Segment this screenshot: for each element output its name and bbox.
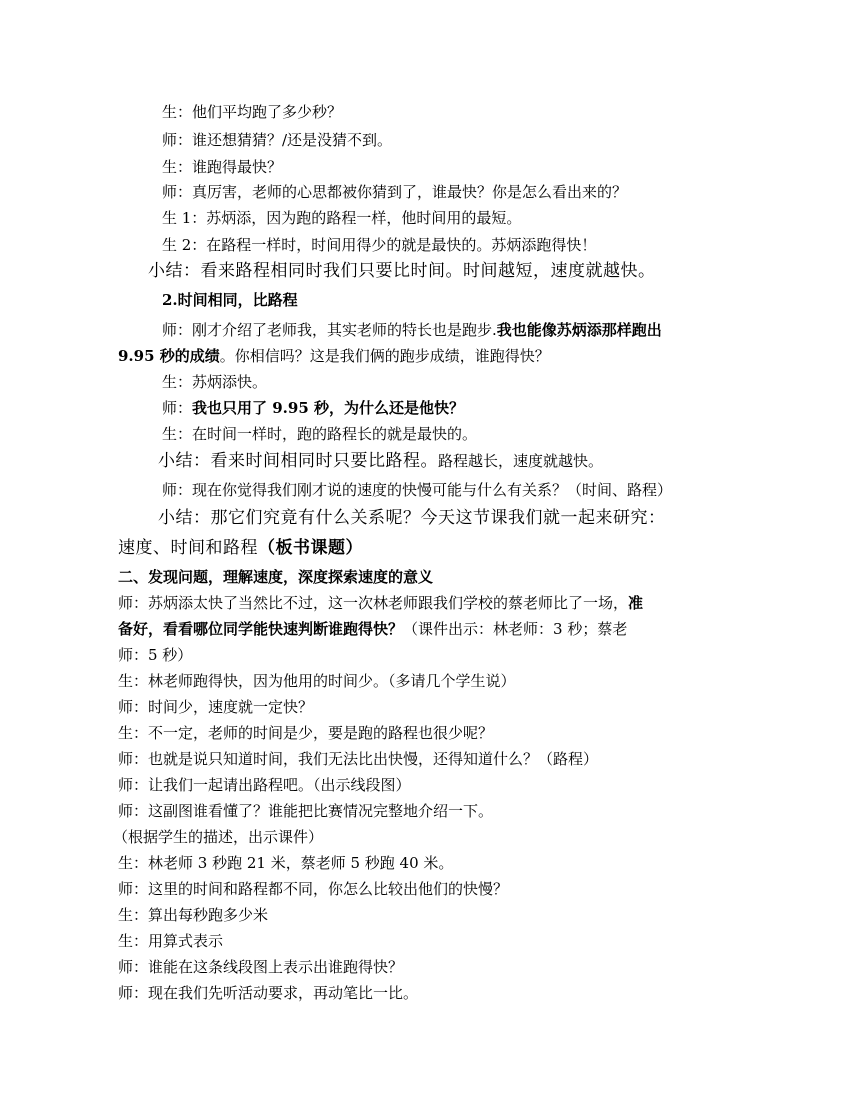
dialogue-line: 师：让我们一起请出路程吧。（出示线段图） [118,776,411,794]
dialogue-line: 生：在时间一样时，跑的路程长的就是最快的。 [162,425,478,443]
summary-text: 小结：看来时间相同时只要比路程。 [158,451,438,471]
summary-line: 小结：看来路程相同时我们只要比时间。时间越短，速度就越快。 [148,261,656,281]
dialogue-line: 生：他们平均跑了多少秒？ [162,103,343,121]
summary-line [158,451,603,471]
dialogue-line: 生：算出每秒跑多少米 [118,906,269,924]
dialogue-text: 师：刚才介绍了老师我，其实老师的特长也是跑步. [162,321,497,339]
summary-line: 小结：那它们究竟有什么关系呢？今天这节课我们就一起来研究： [158,508,666,528]
dialogue-line: 师：真厉害，老师的心思都被你猜到了，谁最快？你是怎么看出来的？ [162,183,628,201]
dialogue-line: 生：用算式表示 [118,932,224,950]
emphasis-text: 9.95 秒的成绩 [118,347,220,365]
dialogue-line: 生 1：苏炳添，因为跑的路程一样，他时间用的最短。 [162,209,522,227]
emphasis-text: 准 [628,594,644,612]
dialogue-text: 师：苏炳添太快了当然比不过，这一次林老师跟我们学校的蔡老师比了一场， [118,594,629,612]
summary-text: 速度、时间和路程 [118,538,258,558]
dialogue-line: 师：现在我们先听活动要求，再动笔比一比。 [118,984,419,1002]
emphasis-text: 我也只用了 9.95 秒，为什么还是他快？ [192,399,464,417]
dialogue-line [118,346,550,366]
dialogue-line: 生：林老师 3 秒跑 21 米，蔡老师 5 秒跑 40 米。 [118,854,454,872]
dialogue-line: 生：不一定，老师的时间是少，要是跑的路程也很少呢？ [118,724,494,742]
dialogue-line: 师：这副图谁看懂了？谁能把比赛情况完整地介绍一下。 [118,802,494,820]
dialogue-line: 师：5 秒） [118,646,193,664]
dialogue-line: 师：谁能在这条线段图上表示出谁跑得快？ [118,958,404,976]
dialogue-line [118,619,627,639]
dialogue-line: 生 2：在路程一样时，时间用得少的就是最快的。苏炳添跑得快！ [162,236,597,254]
dialogue-line: 生：苏炳添快。 [162,373,268,391]
section-heading: 二、发现问题，理解速度，深度探索速度的意义 [118,568,434,586]
dialogue-line: 生：谁跑得最快？ [162,158,283,176]
dialogue-line: 师：时间少，速度就一定快？ [118,698,314,716]
emphasis-text: 备好，看看哪位同学能快速判断谁跑得快？ [118,620,404,638]
dialogue-line: 师：谁还想猜猜？/还是没猜不到。 [162,131,393,149]
dialogue-line: 师：现在你觉得我们刚才说的速度的快慢可能与什么有关系？（时间、路程） [162,481,673,499]
dialogue-line [118,593,643,613]
dialogue-text: 师： [162,399,193,417]
dialogue-line [162,320,662,340]
dialogue-text: （课件出示：林老师：3 秒；蔡老 [403,620,628,638]
dialogue-text: 。你相信吗？这是我们俩的跑步成绩，谁跑得快？ [219,347,550,365]
dialogue-line: （根据学生的描述，出示课件） [113,828,324,846]
emphasis-text: 我也能像苏炳添那样跑出 [496,321,662,339]
dialogue-line: 师：也就是说只知道时间，我们无法比出快慢，还得知道什么？（路程） [118,750,599,768]
dialogue-line [162,398,464,418]
board-title-note: （板书课题） [258,538,363,558]
summary-line [118,538,363,558]
dialogue-line: 师：这里的时间和路程都不同，你怎么比较出他们的快慢？ [118,880,509,898]
section-subheading: 2.时间相同，比路程 [162,291,298,309]
dialogue-line: 生：林老师跑得快，因为他用的时间少。（多请几个学生说） [118,672,516,690]
summary-text: 路程越长，速度就越快。 [438,452,604,470]
